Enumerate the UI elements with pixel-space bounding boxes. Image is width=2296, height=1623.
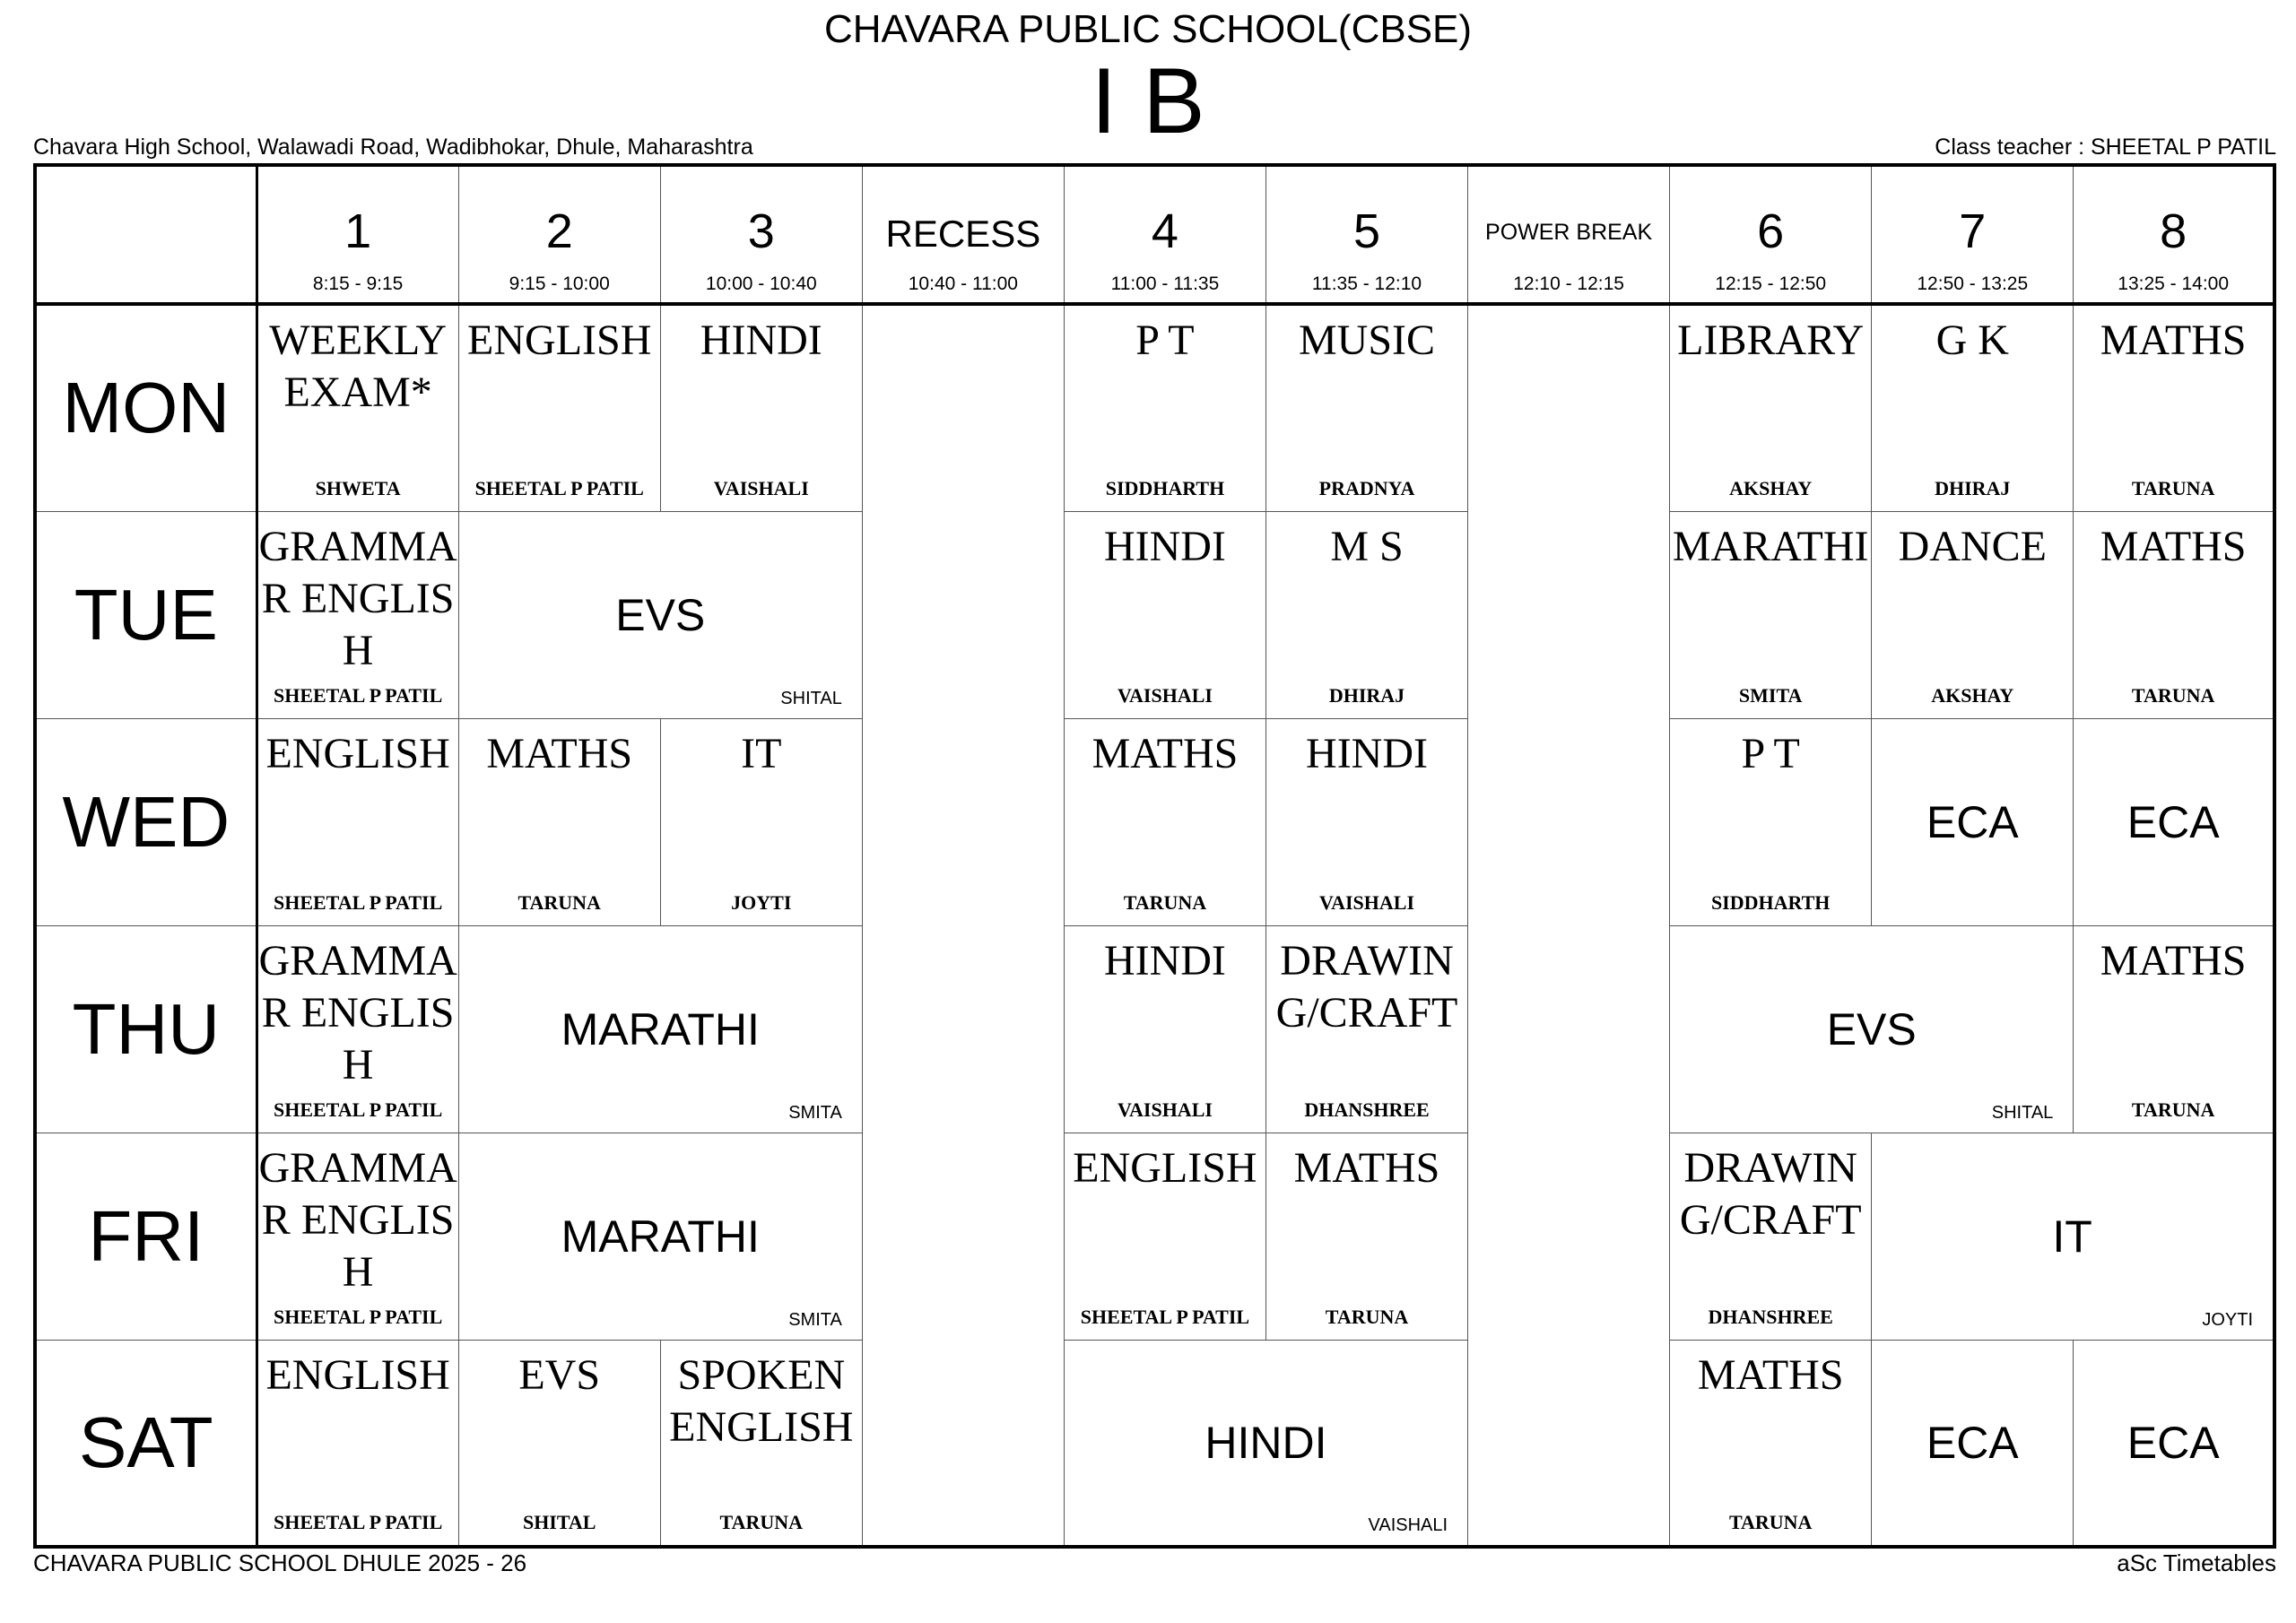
- day-label: THU: [35, 925, 257, 1133]
- lesson-cell: [1265, 718, 1467, 925]
- teacher-name: TARUNA: [719, 1511, 804, 1533]
- lesson-cell: [1670, 1340, 1872, 1547]
- lesson-cell: [2074, 718, 2274, 925]
- teacher-name: SHEETAL P PATIL: [273, 1098, 443, 1121]
- day-row: [35, 925, 2274, 1133]
- subject-name: MARATHI: [561, 1003, 760, 1055]
- lesson-cell: [257, 1340, 458, 1547]
- subject-name: M S: [1330, 522, 1404, 570]
- teacher-name: SHITAL: [1991, 1102, 2054, 1123]
- day-row: [35, 1133, 2274, 1340]
- power-break-header: [1468, 165, 1670, 304]
- lesson-cell: [2074, 304, 2274, 511]
- period-label: 1: [344, 204, 372, 258]
- day-label: FRI: [35, 1133, 257, 1340]
- lesson-cell-double: [1872, 1133, 2274, 1340]
- teacher-name: TARUNA: [2131, 476, 2215, 499]
- period-label: 3: [747, 204, 775, 258]
- period-header: [660, 165, 862, 304]
- day-row: [35, 1340, 2274, 1547]
- period-header: [1064, 165, 1265, 304]
- teacher-name: SMITA: [1738, 683, 1803, 707]
- lesson-cell: [1064, 511, 1265, 718]
- lesson-cell: [458, 304, 660, 511]
- subject-name: HINDI: [1306, 729, 1428, 777]
- subject-name: P T: [1741, 729, 1800, 777]
- lesson-cell: [458, 718, 660, 925]
- subject-name: ENGLISH: [467, 317, 652, 364]
- teacher-name: SMITA: [788, 1309, 842, 1330]
- subject-name: ECA: [2126, 1417, 2220, 1468]
- period-time: 13:25 - 14:00: [2118, 273, 2230, 294]
- teacher-name: SHEETAL P PATIL: [474, 476, 644, 499]
- subject-name: DRAWING/CRAFT: [1275, 936, 1458, 1037]
- period-label: 4: [1151, 204, 1178, 258]
- teacher-name: PRADNYA: [1318, 476, 1415, 499]
- period-header-row: [35, 165, 2274, 304]
- class-name: I B: [1091, 49, 1205, 153]
- lesson-cell-double: [458, 925, 862, 1133]
- subject-name: SPOKEN ENGLISH: [669, 1350, 854, 1451]
- corner-cell: [35, 165, 257, 304]
- teacher-name: SMITA: [788, 1102, 842, 1123]
- period-header: [458, 165, 660, 304]
- lesson-cell: [660, 1340, 862, 1547]
- subject-name: MARATHI: [561, 1211, 760, 1262]
- subject-name: HINDI: [1103, 522, 1226, 570]
- subject-name: P T: [1135, 317, 1195, 364]
- lesson-cell-double: [458, 1133, 862, 1340]
- subject-name: MATHS: [2100, 936, 2247, 985]
- period-time: 10:40 - 11:00: [908, 273, 1018, 294]
- footer-school-year: CHAVARA PUBLIC SCHOOL DHULE 2025 - 26: [33, 1549, 527, 1576]
- teacher-name: TARUNA: [1123, 890, 1207, 914]
- teacher-name: TARUNA: [2131, 1098, 2215, 1121]
- teacher-name: SHITAL: [522, 1511, 596, 1533]
- lesson-cell-double: [1064, 1340, 1467, 1547]
- period-label: POWER BREAK: [1485, 220, 1653, 245]
- period-header: [1265, 165, 1467, 304]
- subject-name: EVS: [615, 589, 706, 640]
- recess-header: [862, 165, 1064, 304]
- subject-name: MATHS: [1293, 1143, 1440, 1192]
- teacher-name: SIDDHARTH: [1710, 890, 1831, 914]
- period-header: [2074, 165, 2274, 304]
- subject-name: MATHS: [1697, 1350, 1844, 1399]
- teacher-name: SHEETAL P PATIL: [273, 1305, 443, 1328]
- lesson-cell: [1670, 511, 1872, 718]
- timetable: [33, 163, 2276, 1549]
- lesson-cell: [1265, 1133, 1467, 1340]
- lesson-cell: [1064, 1133, 1265, 1340]
- subject-name: EVS: [1826, 1003, 1917, 1055]
- subject-name: LIBRARY: [1677, 317, 1865, 364]
- power-break-column: [1468, 304, 1670, 1547]
- teacher-name: VAISHALI: [1319, 890, 1415, 914]
- subject-name: ENGLISH: [1073, 1143, 1257, 1192]
- teacher-name: JOYTI: [2202, 1309, 2253, 1330]
- subject-name: G K: [1935, 317, 2009, 364]
- subject-name: ENGLISH: [265, 729, 450, 777]
- lesson-cell: [1064, 304, 1265, 511]
- period-time: 10:00 - 10:40: [705, 273, 817, 294]
- lesson-cell: [2074, 1340, 2274, 1547]
- period-label: 2: [545, 204, 573, 258]
- lesson-cell: [2074, 511, 2274, 718]
- subject-name: IT: [741, 729, 782, 777]
- subject-name: ECA: [1926, 1417, 2019, 1468]
- period-header: [1670, 165, 1872, 304]
- school-name: CHAVARA PUBLIC SCHOOL(CBSE): [823, 7, 1473, 51]
- teacher-name: VAISHALI: [713, 476, 809, 499]
- day-label: SAT: [35, 1340, 257, 1547]
- subject-name: MARATHI: [1672, 522, 1869, 570]
- lesson-cell: [257, 718, 458, 925]
- lesson-cell-double: [458, 511, 862, 718]
- lesson-cell: [1872, 718, 2074, 925]
- teacher-name: VAISHALI: [1117, 1098, 1213, 1121]
- lesson-cell-double: [1670, 925, 2074, 1133]
- teacher-name: SHWETA: [315, 476, 401, 499]
- lesson-cell: [257, 511, 458, 718]
- subject-name: DRAWING/CRAFT: [1679, 1143, 1862, 1244]
- subject-name: ECA: [2126, 796, 2220, 847]
- lesson-cell: [1670, 1133, 1872, 1340]
- period-time: 9:15 - 10:00: [509, 273, 610, 294]
- day-row: [35, 718, 2274, 925]
- lesson-cell: [1872, 1340, 2074, 1547]
- teacher-name: TARUNA: [2131, 683, 2215, 707]
- lesson-cell: [257, 925, 458, 1133]
- lesson-cell: [2074, 925, 2274, 1133]
- recess-column: [862, 304, 1064, 1547]
- class-teacher: Class teacher : SHEETAL P PATIL: [1935, 135, 2276, 160]
- day-label: TUE: [35, 511, 257, 718]
- subject-name: DANCE: [1898, 522, 2047, 570]
- period-time: 11:00 - 11:35: [1110, 273, 1220, 294]
- day-label: MON: [35, 304, 257, 511]
- teacher-name: DHIRAJ: [1935, 476, 2011, 499]
- period-header: [257, 165, 458, 304]
- lesson-cell: [1265, 304, 1467, 511]
- period-label: 8: [2160, 204, 2187, 258]
- period-label: RECESS: [885, 213, 1041, 255]
- subject-name: MATHS: [2100, 522, 2247, 570]
- teacher-name: JOYTI: [731, 890, 792, 914]
- lesson-cell: [660, 718, 862, 925]
- day-label: WED: [35, 718, 257, 925]
- footer-generator: aSc Timetables: [2117, 1549, 2276, 1576]
- lesson-cell: [660, 304, 862, 511]
- teacher-name: TARUNA: [1728, 1511, 1813, 1533]
- period-label: 7: [1959, 204, 1987, 258]
- day-row: [35, 511, 2274, 718]
- subject-name: GRAMMAR ENGLISH: [258, 522, 457, 674]
- teacher-name: SHEETAL P PATIL: [273, 683, 443, 707]
- day-row: [35, 304, 2274, 511]
- subject-name: MATHS: [1091, 729, 1239, 777]
- period-time: 11:35 - 12:10: [1311, 273, 1422, 294]
- lesson-cell: [257, 1133, 458, 1340]
- period-header: [1872, 165, 2074, 304]
- lesson-cell: [1670, 304, 1872, 511]
- period-time: 12:15 - 12:50: [1715, 273, 1827, 294]
- lesson-cell: [1064, 718, 1265, 925]
- subject-name: MATHS: [486, 729, 633, 777]
- period-time: 8:15 - 9:15: [312, 273, 404, 294]
- lesson-cell: [1064, 925, 1265, 1133]
- lesson-cell: [458, 1340, 660, 1547]
- period-time: 12:10 - 12:15: [1513, 273, 1624, 294]
- period-label: 5: [1353, 204, 1381, 258]
- subject-name: WEEKLY EXAM*: [269, 317, 448, 416]
- teacher-name: DHANSHREE: [1304, 1098, 1430, 1121]
- period-time: 12:50 - 13:25: [1917, 273, 2029, 294]
- subject-name: HINDI: [700, 317, 822, 364]
- teacher-name: SHEETAL P PATIL: [273, 1511, 443, 1533]
- lesson-cell: [1670, 718, 1872, 925]
- teacher-name: SHEETAL P PATIL: [1080, 1305, 1250, 1328]
- lesson-cell: [257, 304, 458, 511]
- teacher-name: DHANSHREE: [1708, 1305, 1833, 1328]
- subject-name: ENGLISH: [265, 1350, 450, 1399]
- subject-name: ECA: [1926, 796, 2019, 847]
- teacher-name: SHEETAL P PATIL: [273, 890, 443, 914]
- subject-name: MATHS: [2100, 317, 2247, 364]
- subject-name: GRAMMAR ENGLISH: [258, 1143, 457, 1296]
- teacher-name: TARUNA: [517, 890, 601, 914]
- lesson-cell: [1265, 925, 1467, 1133]
- teacher-name: AKSHAY: [1931, 683, 2014, 707]
- subject-name: MUSIC: [1299, 317, 1436, 364]
- subject-name: GRAMMAR ENGLISH: [258, 936, 457, 1089]
- lesson-cell: [1872, 304, 2074, 511]
- lesson-cell: [1872, 511, 2074, 718]
- teacher-name: SIDDHARTH: [1105, 476, 1225, 499]
- teacher-name: VAISHALI: [1368, 1515, 1448, 1535]
- teacher-name: TARUNA: [1325, 1305, 1409, 1328]
- subject-name: IT: [2052, 1211, 2092, 1262]
- school-address: Chavara High School, Walawadi Road, Wadibhokar, Dhule, Maharashtra: [33, 135, 753, 160]
- teacher-name: AKSHAY: [1729, 476, 1813, 499]
- teacher-name: SHITAL: [780, 688, 842, 708]
- teacher-name: DHIRAJ: [1328, 683, 1405, 707]
- subject-name: EVS: [518, 1350, 601, 1399]
- period-label: 6: [1757, 204, 1785, 258]
- subject-name: HINDI: [1205, 1417, 1327, 1468]
- lesson-cell: [1265, 511, 1467, 718]
- subject-name: HINDI: [1103, 936, 1226, 985]
- teacher-name: VAISHALI: [1117, 683, 1213, 707]
